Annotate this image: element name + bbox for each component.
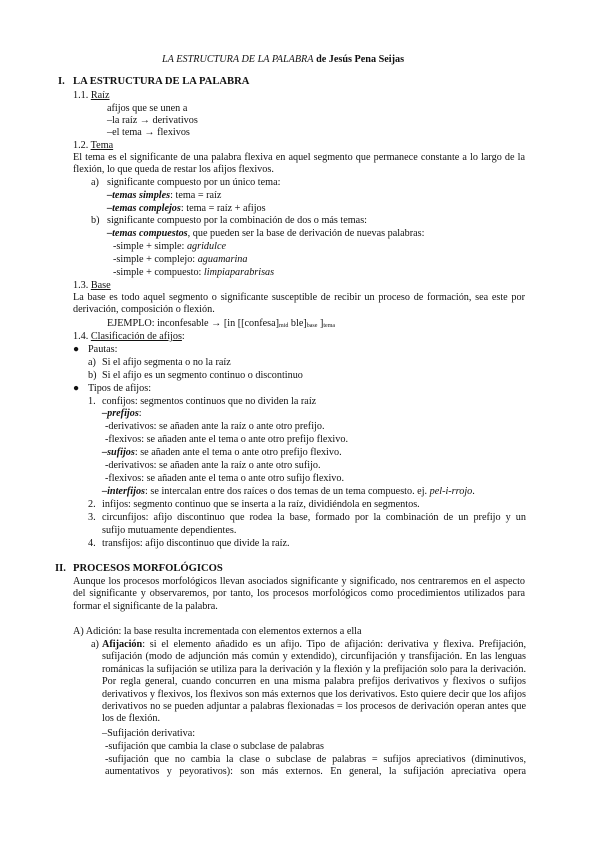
section1-heading: LA ESTRUCTURA DE LA PALABRA [73,76,250,87]
sufijos-rest: : se añaden ante el tema o ante otro prefijo flexivo. [134,447,342,458]
raiz-line-3: –el tema → flexivos [107,127,190,138]
prefijos-derivativos: -derivativos: se añaden ante la raíz o ante otro prefijo. [105,421,325,432]
interfijos-label: –interfijos [102,486,146,497]
interfijos-line [102,486,475,498]
interfijos-rest: : se intercalan entre dos raíces o dos temas de un tema compuesto. ej. [145,486,430,497]
section2-number: II. [55,563,66,574]
sufijos-line [102,447,342,459]
example-3-label: -simple + compuesto: [113,267,204,278]
example-simple-simple [113,241,226,253]
section1-number: I. [58,76,65,87]
pautas-b-marker: b) [88,370,97,381]
tema-heading [73,140,113,152]
raiz-line-1: afijos que se unen a [107,103,188,114]
example-simple-complejo [113,254,248,266]
raiz-label: Raíz [90,90,110,101]
section2-intro: Aunque los procesos morfológicos llevan asociados significante y significado, nos centraremos en el aspecto del significante y observaremos, por tanto, los procesos morfológicos como procedimientos utilizados para formar el significante de la palabra. [73,576,525,612]
tipos-label: Tipos de afijos: [88,383,152,394]
temas-complejos [107,203,266,215]
base-heading [73,280,111,292]
raiz-line-2: –la raíz → derivativos [107,115,198,126]
sufijacion-derivativa-2: -sufijación que no cambia la clase o subclase de palabras = sufijos apreciativos (diminutivos, aumentativos y peyorativos): son más externos. En general, la sufijación apreciativa opera [105,754,526,778]
example-1-word: agridulce [186,241,226,252]
tema-b-marker: b) [91,215,100,226]
temas-compuestos-label: –temas compuestos [107,228,188,239]
sufijacion-derivativa-1: -sufijación que cambia la clase o subclase de palabras [105,741,324,752]
tipo-3-number: 3. [88,512,96,523]
example-simple-compuesto [113,267,274,279]
prefijos-flexivos: -flexivos: se añaden ante el tema o ante otro prefijo flexivo. [105,434,348,445]
tipo-1-text: confijos: segmentos continuos que no dividen la raíz [102,396,317,407]
afijacion-text: : si el elemento añadido es un afijo. Tipo de afijación: derivativa y flexiva. Prefijación, sufijación (modo de adjunción más común y extendido), circunfijación y transfijación. En las lenguas románicas la sufijación se utiliza para la derivación y la flexión y la prefijación solo para la derivación. Por regla general, cuando concurren en una misma palabra prefijos derivativos y flexivos o sufijos derivativos y flexivos, los flexivos son más externos que los derivativos. Esto quiere decir que los afijos derivativos no se pueden adjuntar a palabras flexionadas = los procesos de derivación operan antes que los de flexión. [102,639,526,725]
section2-heading: PROCESOS MORFOLÓGICOS [73,563,223,574]
base-number: 1.3. [73,280,89,291]
tema-label: Tema [90,140,114,151]
pautas-a-marker: a) [88,357,96,368]
base-example-mid: ble] [288,318,307,329]
temas-simples-rest: : tema = raíz [170,190,222,201]
prefijos-label-line [102,408,142,420]
base-example-sub1: mid [279,323,289,329]
prefijos-colon: : [138,408,142,419]
tipo-3-text: circunfijos: afijo discontinuo que rodea la base, formado por la combinación de un prefijo y un [102,512,526,523]
tema-a-marker: a) [91,177,99,188]
bullet-icon: ● [73,383,80,394]
sufijacion-derivativa: –Sufijación derivativa: [102,728,196,739]
interfijos-end: . [472,486,475,497]
temas-complejos-label: –temas complejos [107,203,181,214]
title-italic: LA ESTRUCTURA DE LA PALABRA [162,54,314,65]
interfijos-example: pel-i-rrojo [429,486,473,497]
pautas-b-text: Si el afijo es un segmento continuo o discontinuo [102,370,303,381]
sufijos-flexivos: -flexivos: se añaden ante el tema o ante otro sufijo flexivo. [105,473,345,484]
pautas-label: Pautas: [88,344,118,355]
title-author: de Jesús Pena Seijas [313,54,405,65]
sufijos-label: –sufijos [102,447,135,458]
bullet-icon: ● [73,344,80,355]
tipo-3-text-2: sufijo mutuamente dependientes. [102,525,237,536]
temas-compuestos [107,228,424,240]
temas-simples [107,190,221,202]
pautas-a-text: Si el afijo segmenta o no la raíz [102,357,231,368]
example-2-label: -simple + complejo: [113,254,198,265]
adicion-heading: A) Adición: la base resulta incrementada con elementos externos a ella [73,626,362,637]
example-2-word: aguamarina [197,254,248,265]
prefijos-label: –prefijos [102,408,139,419]
tema-number: 1.2. [73,140,89,151]
base-example-end: ] [317,318,324,329]
tema-a-text: significante compuesto por un único tema: [107,177,281,188]
temas-simples-label: –temas simples [107,190,171,201]
sufijos-derivativos: -derivativos: se añaden ante la raíz o ante otro sufijo. [105,460,321,471]
base-paragraph: La base es todo aquel segmento o significante susceptible de recibir un proceso de formación, sea este por derivación, composición o flexión. [73,292,525,316]
tipo-2-text: infijos: segmento continuo que se inserta a la raíz, dividiéndola en segmentos. [102,499,420,510]
afijacion-marker: a) [91,639,99,650]
base-example-sub3: tema [323,323,336,329]
temas-compuestos-rest: , que pueden ser la base de derivación de nuevas palabras: [187,228,425,239]
document-title [162,54,404,66]
raiz-number: 1.1. [73,90,89,101]
tipo-4-number: 4. [88,538,96,549]
example-1-label: -simple + simple: [113,241,187,252]
afijacion-paragraph [102,639,526,726]
clasif-label: Clasificación de afijos [90,331,182,342]
raiz-heading [73,90,110,102]
tema-b-text: significante compuesto por la combinación de dos o más temas: [107,215,368,226]
example-3-word: limpiaparabrisas [203,267,275,278]
temas-complejos-rest: : tema = raíz + afijos [180,203,266,214]
afijacion-label: Afijación [102,639,143,650]
tema-paragraph: El tema es el significante de una palabra flexiva en aquel segmento que permanece constante a lo largo de la flexión, lo que queda de restar los afijos flexivos. [73,152,525,176]
clasif-colon: : [181,331,185,342]
tipo-4-text: transfijos: afijo discontinuo que divide la raíz. [102,538,290,549]
clasif-heading [73,331,185,343]
base-example-sub2: base [306,323,318,329]
tipo-1-number: 1. [88,396,96,407]
clasif-number: 1.4. [73,331,89,342]
tipo-2-number: 2. [88,499,96,510]
base-label: Base [90,280,111,291]
base-example-pre: EJEMPLO: inconfesable → [in [[confesa] [107,318,280,329]
